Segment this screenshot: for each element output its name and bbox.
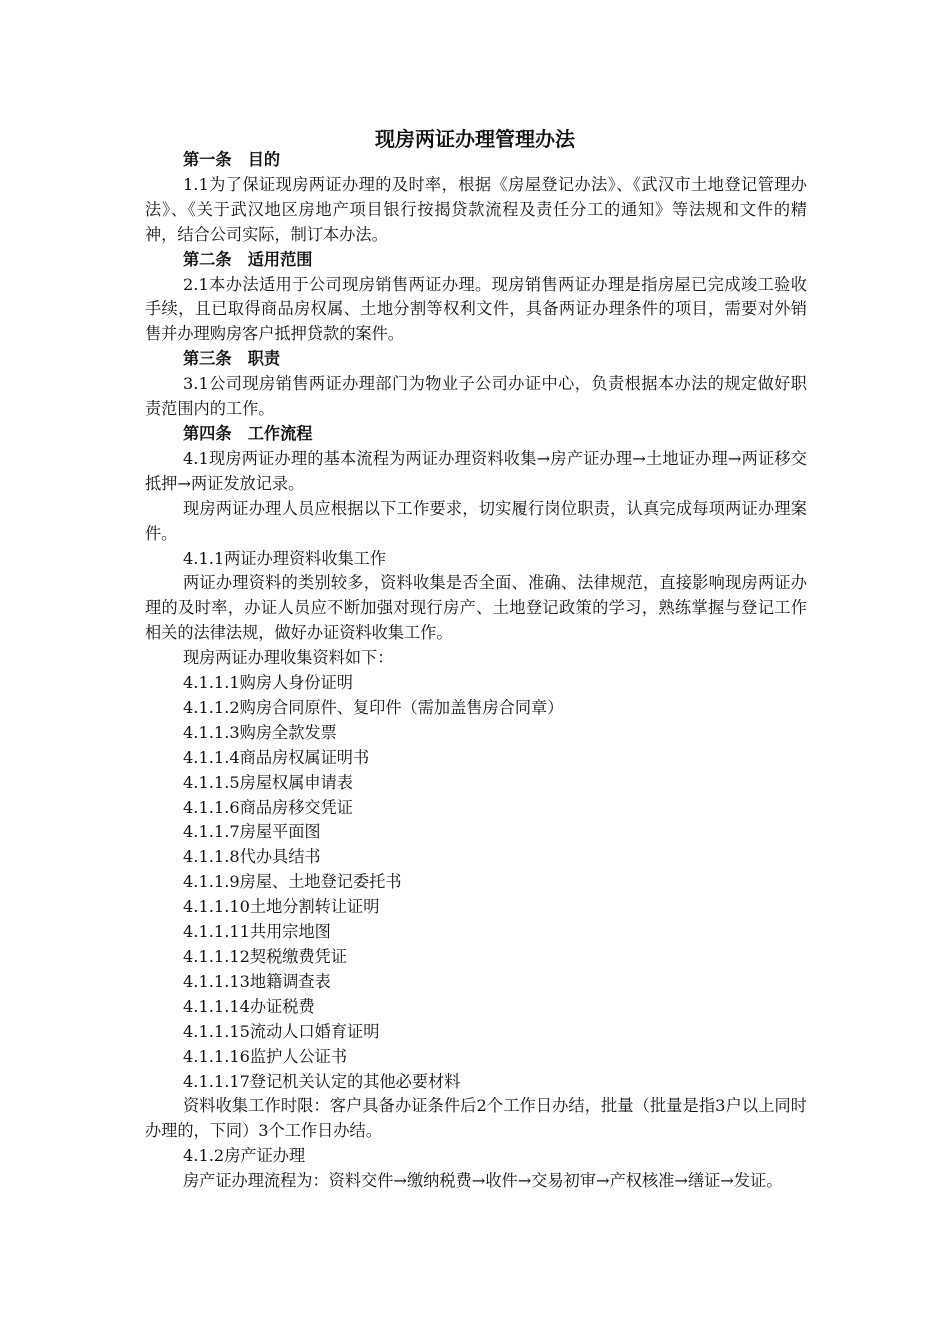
paragraph: 2.1本办法适用于公司现房销售两证办理。现房销售两证办理是指房屋已完成竣工验收手续，且已取得商品房权属、土地分割等权利文件，具备两证办理条件的项目，需要对外销售并办理购房客户抵押贷款的案件。 (145, 274, 807, 344)
list-item: 4.1.1.15流动人口婚育证明 (183, 1021, 380, 1041)
paragraph: 现房两证办理人员应根据以下工作要求，切实履行岗位职责，认真完成每项两证办理案件。 (145, 498, 807, 543)
list-item: 4.1.1.6商品房移交凭证 (183, 797, 353, 817)
paragraph: 两证办理资料的类别较多，资料收集是否全面、准确、法律规范，直接影响现房两证办理的及时率，办证人员应不断加强对现行房产、土地登记政策的学习，熟练掌握与登记工作相关的法律法规，做好办证资料收集工作。 (145, 573, 807, 643)
paragraph: 4.1现房两证办理的基本流程为两证办理资料收集→房产证办理→土地证办理→两证移交抵押→两证发放记录。 (145, 448, 807, 493)
document-body (145, 148, 807, 1194)
list-item: 4.1.1.3购房全款发票 (183, 722, 337, 742)
section-heading: 第四条 工作流程 (183, 423, 313, 443)
list-item: 4.1.1.1购房人身份证明 (183, 673, 353, 693)
list-item: 4.1.1.5房屋权属申请表 (183, 772, 353, 792)
list-item: 4.1.1两证办理资料收集工作 (183, 548, 387, 568)
list-item: 4.1.1.8代办具结书 (183, 847, 321, 867)
paragraph: 3.1公司现房销售两证办理部门为物业子公司办证中心，负责根据本办法的规定做好职责范围内的工作。 (145, 374, 807, 419)
list-item: 4.1.1.13地籍调查表 (183, 971, 331, 991)
list-item: 4.1.1.9房屋、土地登记委托书 (183, 872, 402, 892)
paragraph: 1.1为了保证现房两证办理的及时率，根据《房屋登记办法》、《武汉市土地登记管理办法》、《关于武汉地区房地产项目银行按揭贷款流程及责任分工的通知》等法规和文件的精神，结合公司实际，制订本办法。 (145, 174, 807, 244)
paragraph: 房产证办理流程为：资料交件→缴纳税费→收件→交易初审→产权核准→缮证→发证。 (183, 1171, 783, 1191)
list-item: 4.1.1.7房屋平面图 (183, 822, 321, 842)
list-item: 4.1.2房产证办理 (183, 1146, 306, 1166)
list-item: 4.1.1.14办证税费 (183, 996, 315, 1016)
list-item: 4.1.1.10土地分割转让证明 (183, 897, 380, 917)
paragraph: 资料收集工作时限：客户具备办证条件后2个工作日办结，批量（批量是指3户以上同时办理的，下同）3个工作日办结。 (145, 1096, 807, 1141)
section-heading: 第一条 目的 (183, 150, 281, 169)
section-heading: 第三条 职责 (183, 349, 281, 369)
document-title: 现房两证办理管理办法 (375, 127, 575, 151)
list-item: 4.1.1.11共用宗地图 (183, 922, 331, 942)
list-item: 4.1.1.17登记机关认定的其他必要材料 (183, 1071, 461, 1091)
section-heading: 第二条 适用范围 (183, 249, 313, 269)
list-item: 4.1.1.12契税缴费凭证 (183, 947, 348, 966)
list-item: 4.1.1.16监护人公证书 (183, 1046, 348, 1066)
list-item: 4.1.1.2购房合同原件、复印件（需加盖售房合同章） (183, 697, 564, 717)
list-item: 4.1.1.4商品房权属证明书 (183, 747, 370, 767)
list-item: 现房两证办理收集资料如下： (183, 648, 394, 668)
